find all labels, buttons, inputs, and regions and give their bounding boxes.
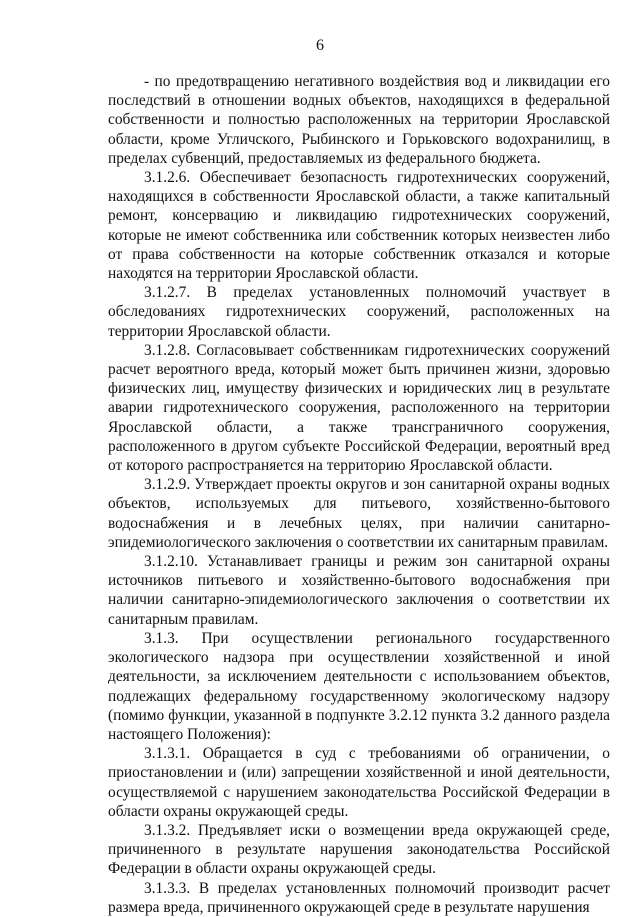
document-body <box>108 72 610 917</box>
paragraph-3-1-2-9: 3.1.2.9. Утверждает проекты округов и зон санитарной охраны водных объектов, используемых для питьевого, хозяйственно-бытового водоснабжения и в лечебных целях, при наличии санитарно-эпидемиологического заключения о соответствии их санитарным правилам. <box>108 476 610 551</box>
paragraph-3-1-2-10: 3.1.2.10. Устанавливает границы и режим зон санитарной охраны источников питьевого и хозяйственно-бытового водоснабжения при наличии санитарно-эпидемиологического заключения о соответствии их санитарным правилам. <box>108 553 610 628</box>
paragraph-3-1-2-7: 3.1.2.7. В пределах установленных полномочий участвует в обследованиях гидротехнических сооружений, расположенных на территории Ярославской области. <box>108 284 610 340</box>
page-number: 6 <box>316 37 324 54</box>
paragraph-3-1-3: 3.1.3. При осуществлении регионального государственного экологического надзора при осуществлении хозяйственной и иной деятельности, за исключением деятельности с использованием объектов, подлежащих федеральному государственному экологическому надзору (помимо функции, указанной в подпункте 3.2.12 пункта 3.2 данного раздела настоящего Положения): <box>108 629 610 743</box>
paragraph-3-1-3-3: 3.1.3.3. В пределах установленных полномочий производит расчет размера вреда, причиненного окружающей среде в результате нарушения <box>108 879 610 916</box>
paragraph-water-impact-prevention: - по предотвращению негативного воздействия вод и ликвидации его последствий в отношении водных объектов, находящихся в федеральной собственности и полностью расположенных на территории Ярославской области, кроме Угличского, Рыбинского и Горьковского водохранилищ, в пределах субвенций, предоставляемых из федерального бюджета. <box>108 73 610 167</box>
paragraph-3-1-3-2: 3.1.3.2. Предъявляет иски о возмещении вреда окружающей среде, причиненного в результате нарушения законодательства Российской Федерации в области охраны окружающей среды. <box>108 821 610 878</box>
paragraph-3-1-2-8: 3.1.2.8. Согласовывает собственникам гидротехнических сооружений расчет вероятного вреда, который может быть причинен жизни, здоровью физических лиц, имуществу физических и юридических лиц в результате аварии гидротехнического сооружения, расположенного на территории Ярославской области, а также трансграничного сооружения, расположенного в другом субъекте Российской Федерации, вероятный вред от которого распространяется на территорию Ярославской области. <box>108 341 610 475</box>
paragraph-3-1-3-1: 3.1.3.1. Обращается в суд с требованиями об ограничении, о приостановлении и (или) запрещении хозяйственной и иной деятельности, осуществляемой с нарушением законодательства Российской Федерации в области охраны окружающей среды. <box>108 745 610 820</box>
paragraph-3-1-2-6: 3.1.2.6. Обеспечивает безопасность гидротехнических сооружений, находящихся в собственности Ярославской области, а также капитальный ремонт, консервацию и ликвидацию гидротехнических сооружений, которые не имеют собственника или собственник которых неизвестен либо от права собственности на которые собственник отказался и которые находятся на территории Ярославской области. <box>108 169 610 283</box>
